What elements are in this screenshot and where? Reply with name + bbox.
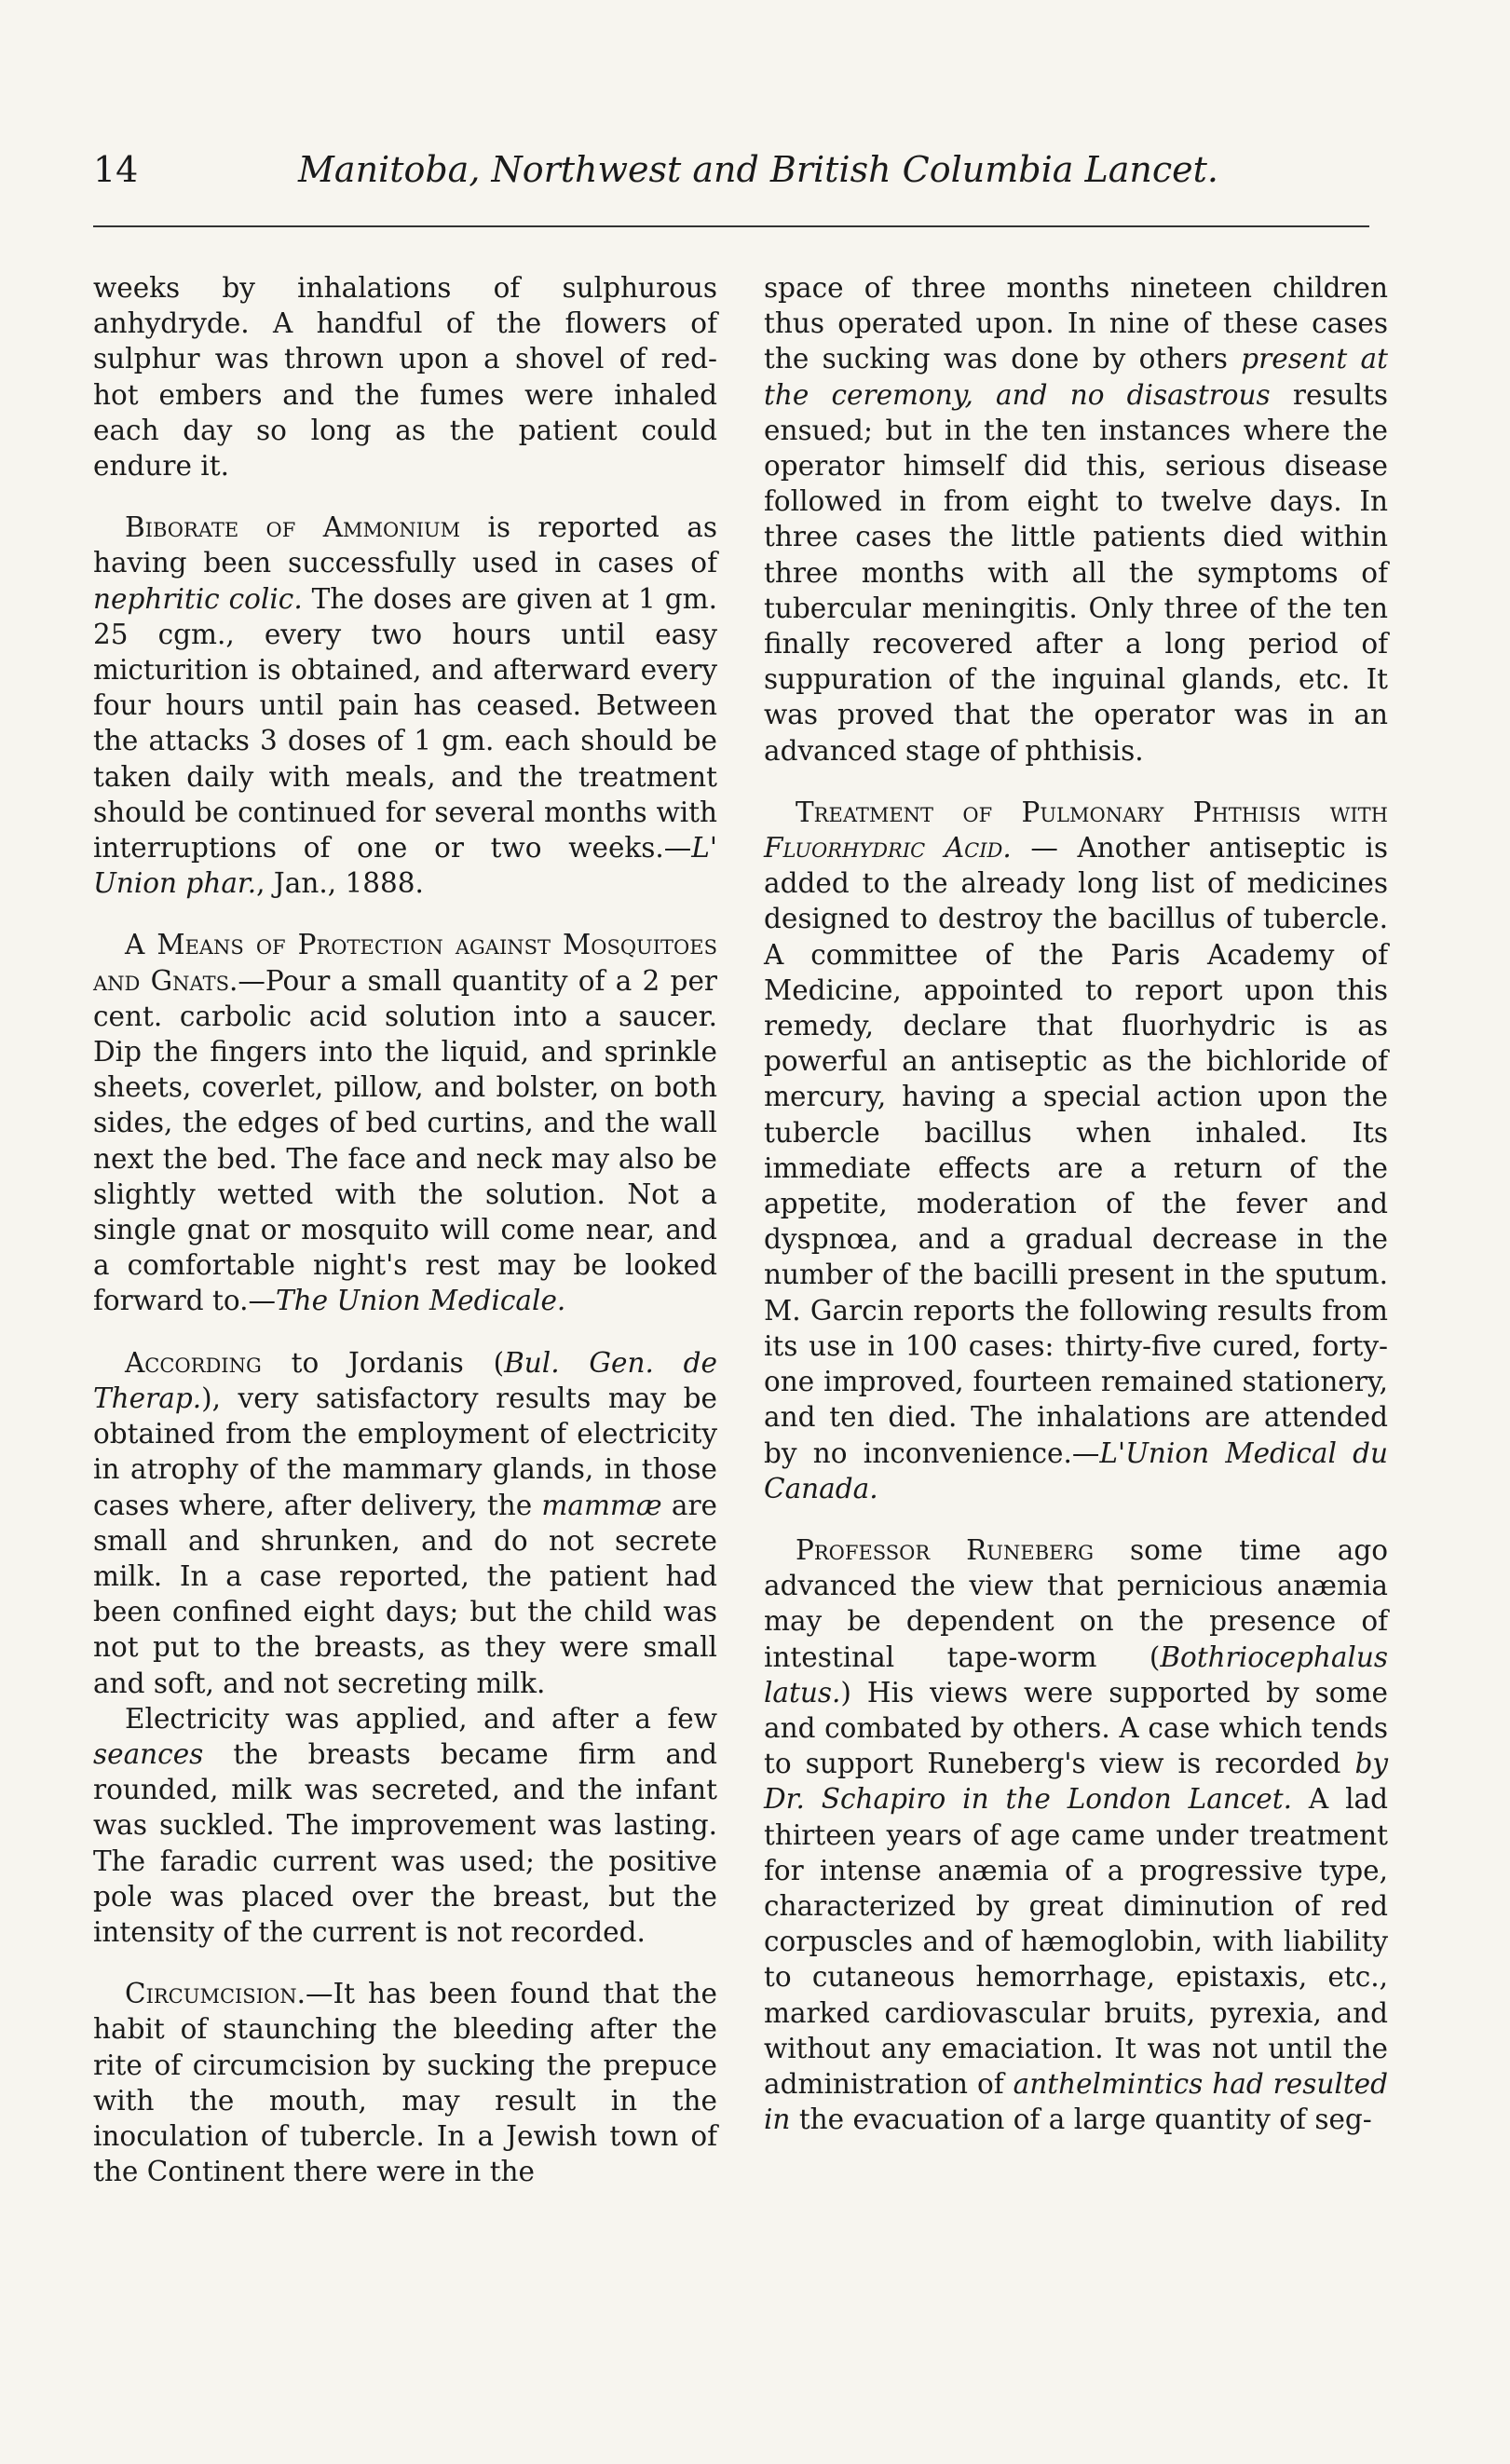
- paragraph-electricity: According to Jordanis (Bul. Gen. de Therap.), very satisfactory results may be obtained from the employment of electricity in atrophy of the mammary glands, in those cases where, after delivery, the mammæ are small and shrunken, and do not secrete milk. In a case reported, the patient had been confined eight days; but the child was not put to the breasts, as they were small and soft, and not secreting milk.: [93, 1346, 718, 1699]
- source-citation: The Union Medicale.: [275, 1285, 566, 1317]
- section-heading: Circumcision.: [125, 1978, 306, 2010]
- paragraph-circumcision: Circumcision.—It has been found that the habit of staunching the bleeding after the rite of circumcision by sucking the prepuce with the mouth, may result in the inoculation of tubercle. In a Jewish town of the Continent there were in the: [93, 1978, 717, 2188]
- running-title: Manitoba, Northwest and British Columbia Lancet.: [298, 149, 1218, 190]
- section-heading: A Means of Protection against Mosquitoes and Gnats.: [93, 929, 717, 997]
- section-heading: Professor Runeberg: [796, 1533, 1095, 1566]
- paragraph-electricity-continued: Electricity was applied, and after a few seances the breasts became firm and rounded, milk was secreted, and the infant was suckled. The improvement was lasting. The faradic current was used; the positive pole was placed over the breast, but the intensity of the current is not recorded.: [93, 1702, 717, 1948]
- paragraph-sulphur: weeks by inhalations of sulphurous anhydryde. A handful of the flowers of sulphur was thrown upon a shovel of red-hot embers and the fumes were inhaled each day so long as the patient could endure it.: [93, 272, 717, 483]
- paragraph-mosquitoes: A Means of Protection against Mosquitoes and Gnats.—Pour a small quantity of a 2 per cent. carbolic acid solution into a saucer. Dip the fingers into the liquid, and sprinkle sheets, coverlet, pillow, and bolster, on both sides, the edges of bed curtins, and the wall next the bed. The face and neck may also be slightly wetted with the solution. Not a single gnat or mosquito will come near, and a comfortable night's rest may be looked forward to.—The Union Medicale.: [93, 929, 718, 1317]
- header-rule: [93, 225, 1369, 227]
- page-header: [93, 149, 1369, 205]
- section-heading: According: [125, 1346, 262, 1379]
- source-citation: L' Union phar.: [93, 832, 717, 900]
- right-column: [764, 270, 1388, 2163]
- source-citation: Bul. Gen. de Therap.: [93, 1346, 717, 1414]
- paragraph-biborate: Biborate of Ammonium is reported as having been successfully used in cases of nephritic colic. The doses are given at 1 gm. 25 cgm., every two hours until easy micturition is obtained, and afterward every four hours until pain has ceased. Between the attacks 3 doses of 1 gm. each should be taken daily with meals, and the treatment should be continued for several months with interruptions of one or two weeks.—L' Union phar., Jan., 1888.: [93, 511, 717, 900]
- paragraph-phthisis: Treatment of Pulmonary Phthisis with Fluorhydric Acid. — Another antiseptic is added to the already long list of medicines designed to destroy the bacillus of tubercle. A committee of the Paris Academy of Medicine, appointed to report upon this remedy, declare that fluorhydric is as powerful an antiseptic as the bichloride of mercury, having a special action upon the tubercle bacillus when inhaled. Its immediate effects are a return of the appetite, moderation of the fever and dyspnœa, and a gradual decrease in the number of the bacilli present in the sputum. M. Garcin reports the following results from its use in 100 cases: thirty-five cured, forty-one improved, fourteen remained stationery, and ten died. The inhalations are attended by no inconvenience.—L'Union Medical du Canada.: [764, 796, 1389, 1504]
- section-heading: Treatment of Pulmonary Phthisis with: [796, 796, 1388, 828]
- left-column: [93, 270, 717, 2215]
- page-number: 14: [93, 149, 139, 190]
- paragraph-circumcision-continued: space of three months nineteen children thus operated upon. In nine of these cases the sucking was done by others present at the ceremony, and no disastrous results ensued; but in the ten instances where the operator himself did this, serious disease followed in from eight to twelve days. In three cases the little patients died within three months with all the symptoms of tubercular meningitis. Only three of the ten finally recovered after a long period of suppuration of the inguinal glands, etc. It was proved that the operator was in an advanced stage of phthisis.: [764, 272, 1388, 767]
- paragraph-runeberg: Professor Runeberg some time ago advanced the view that pernicious anæmia may be dependent on the presence of intestinal tape-worm (Bothriocephalus latus.) His views were supported by some and combated by others. A case which tends to support Runeberg's view is recorded by Dr. Schapiro in the London Lancet. A lad thirteen years of age came under treatment for intense anæmia of a progressive type, characterized by great diminution of red corpuscles and of hæmoglobin, with liability to cutaneous hemorrhage, epistaxis, etc., marked cardiovascular bruits, pyrexia, and without any emaciation. It was not until the administration of anthelmintics had resulted in the evacuation of a large quantity of seg-: [764, 1533, 1389, 2136]
- section-heading: Biborate of Ammonium: [125, 511, 461, 544]
- source-citation: L'Union Medical du Canada.: [764, 1436, 1389, 1504]
